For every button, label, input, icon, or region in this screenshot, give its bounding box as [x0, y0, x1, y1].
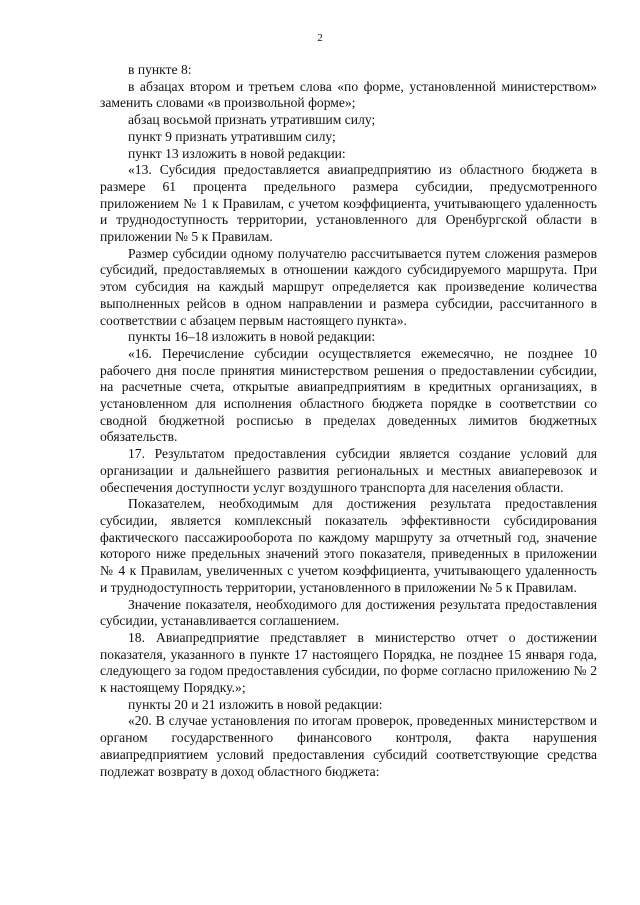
paragraph: Показателем, необходимым для достижения результата предоставления субсидии, является комплексный показатель эффективности субсидирования фактического пассажирооборота по каждому маршруту за отчетный год, значение которого ниже предельных значений этого показателя, приведенных в приложении № 4 к Правилам, увеличенных с учетом коэффициента, учитывающего удаленность и труднодоступность территории, установленного в приложении № 5 к Правилам. — [100, 496, 597, 595]
document-body — [100, 62, 597, 780]
paragraph: пункты 20 и 21 изложить в новой редакции: — [128, 696, 383, 712]
paragraph: пункт 9 признать утратившим силу; — [128, 128, 336, 144]
paragraph: в абзацах втором и третьем слова «по форме, установленной министерством» заменить словами «в произвольной форме»; — [100, 78, 597, 111]
page-number: 2 — [317, 32, 323, 44]
paragraph: Значение показателя, необходимого для достижения результата предоставления субсидии, устанавливается соглашением. — [100, 596, 597, 629]
paragraph: Размер субсидии одному получателю рассчитывается путем сложения размеров субсидий, предоставляемых в отношении каждого субсидируемого маршрута. При этом субсидия на каждый маршрут определяется как произведение количества выполненных рейсов в одном направлении и размера субсидии, рассчитанного в соответствии с абзацем первым настоящего пункта». — [100, 245, 597, 328]
paragraph: пункт 13 изложить в новой редакции: — [128, 145, 346, 161]
paragraph: пункты 16–18 изложить в новой редакции: — [128, 329, 376, 345]
paragraph: в пункте 8: — [128, 62, 192, 77]
paragraph: «20. В случае установления по итогам проверок, проведенных министерством и органом государственного финансового контроля, факта нарушения авиапредприятием условий предоставления субсидий соответствующие средства подлежат возврату в доход областного бюджета: — [100, 713, 597, 779]
paragraph: 17. Результатом предоставления субсидии является создание условий для организации и дальнейшего развития региональных и местных авиаперевозок и обеспечения доступности услуг воздушного транспорта для населения области. — [100, 446, 597, 495]
paragraph: «16. Перечисление субсидии осуществляется ежемесячно, не позднее 10 рабочего дня после принятия министерством решения о предоставлении субсидии, на расчетные счета, открытые авиапредприятиям в кредитных организациях, в установленном для исполнения областного бюджета порядке в соответствии со сводной бюджетной росписью в пределах доведенных лимитов бюджетных обязательств. — [100, 345, 597, 445]
paragraph: 18. Авиапредприятие представляет в министерство отчет о достижении показателя, указанного в пункте 17 настоящего Порядка, не позднее 15 января года, следующего за годом предоставления субсидии, по форме согласно приложению № 2 к настоящему Порядку.»; — [100, 629, 597, 696]
paragraph: «13. Субсидия предоставляется авиапредприятию из областного бюджета в размере 61 процента предельного размера субсидии, предусмотренного приложением № 1 к Правилам, с учетом коэффициента, учитывающего удаленность и труднодоступность территории, установленного для Оренбургской области в приложении № 5 к Правилам. — [100, 162, 597, 245]
paragraph: абзац восьмой признать утратившим силу; — [128, 112, 376, 128]
